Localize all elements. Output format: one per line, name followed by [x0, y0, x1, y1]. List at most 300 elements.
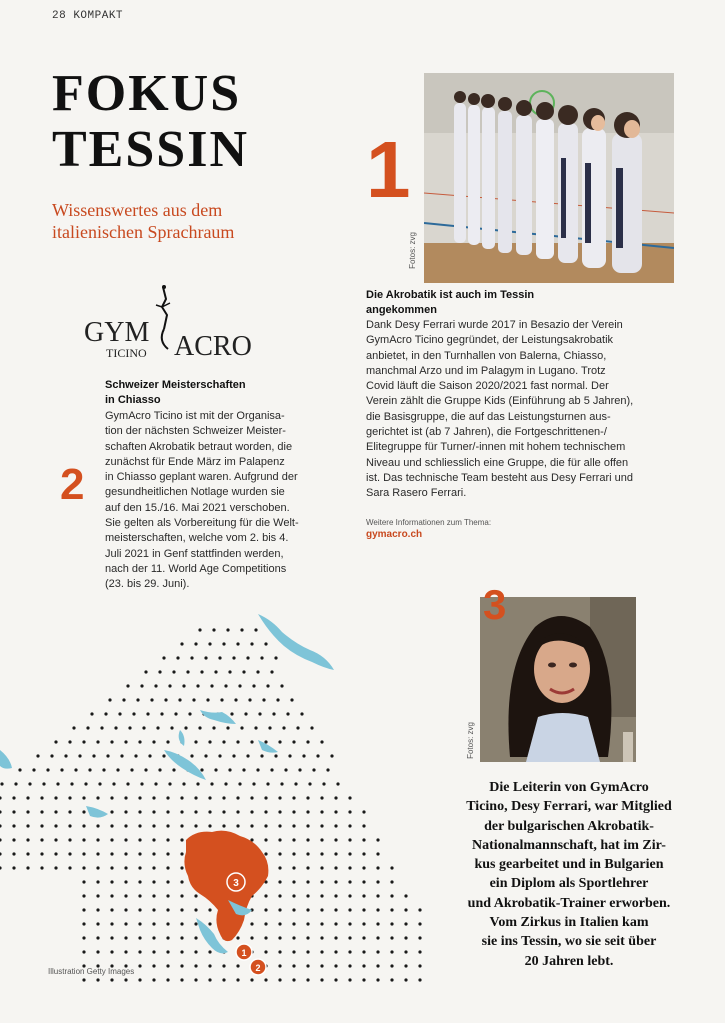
map-dot	[390, 894, 393, 897]
map-dot	[152, 936, 155, 939]
map-dot	[264, 796, 267, 799]
map-dot	[152, 880, 155, 883]
page-title	[52, 66, 249, 178]
map-dot	[180, 964, 183, 967]
map-dot	[184, 726, 187, 729]
map-dot	[32, 768, 35, 771]
caption-line: kus gearbeitet und in Bulgarien	[474, 857, 664, 873]
map-dot	[152, 922, 155, 925]
map-dot	[140, 684, 143, 687]
map-dot	[278, 740, 281, 743]
map-dot	[306, 922, 309, 925]
map-dot	[12, 796, 15, 799]
section-2-body	[105, 409, 305, 593]
text-line: auf den 15./16. Mai 2021 verschoben.	[105, 501, 290, 514]
map-dot	[334, 796, 337, 799]
map-dot	[152, 810, 155, 813]
map-dot	[376, 838, 379, 841]
map-dot	[238, 684, 241, 687]
text-line: anbietet, in den Turnhallen von Balerna, Chiasso,	[366, 349, 607, 362]
map-dot	[150, 698, 153, 701]
map-dot	[204, 754, 207, 757]
map-dot	[306, 740, 309, 743]
section-1-body	[366, 318, 656, 502]
map-dot	[26, 810, 29, 813]
map-dot	[180, 950, 183, 953]
map-dot	[54, 796, 57, 799]
map-dot	[138, 978, 141, 981]
map-dot	[198, 628, 201, 631]
map-dot	[60, 768, 63, 771]
map-dot	[144, 670, 147, 673]
map-marker-2	[250, 959, 266, 975]
map-dot	[54, 824, 57, 827]
map-dot	[0, 824, 2, 827]
map-dot	[390, 936, 393, 939]
map-dot	[162, 656, 165, 659]
map-dot	[418, 978, 421, 981]
map-dot	[194, 950, 197, 953]
subtitle-line-2: italienischen Sprachraum	[52, 222, 235, 242]
section-3-number: 3	[483, 581, 507, 628]
map-dot	[82, 950, 85, 953]
map-dot	[278, 978, 281, 981]
map-dot	[208, 950, 211, 953]
map-dot	[144, 768, 147, 771]
gymacro-logo-graphic	[84, 285, 274, 365]
map-dot	[292, 978, 295, 981]
map-dot	[266, 684, 269, 687]
map-dot	[272, 712, 275, 715]
map-dot	[362, 824, 365, 827]
map-dot	[212, 726, 215, 729]
map-dot	[194, 740, 197, 743]
map-dot	[292, 810, 295, 813]
map-dot	[254, 628, 257, 631]
map-dot	[362, 852, 365, 855]
map-dot	[106, 754, 109, 757]
map-dot	[124, 740, 127, 743]
map-dot	[306, 950, 309, 953]
map-dot	[122, 698, 125, 701]
photo-1-credit: Fotos: zvg	[408, 232, 417, 269]
map-dot	[208, 642, 211, 645]
map-dot	[306, 964, 309, 967]
map-dot	[194, 936, 197, 939]
map-dot	[180, 642, 183, 645]
map-dot	[264, 978, 267, 981]
caption-line: sie ins Tessin, wo sie seit über	[481, 934, 657, 950]
map-dot	[210, 684, 213, 687]
text-line: gerichtet ist (ab 7 Jahren), die Fortgeschrittenen-/	[366, 426, 607, 439]
map-dot	[112, 782, 115, 785]
map-dot	[82, 936, 85, 939]
map-dot	[138, 880, 141, 883]
map-dot	[334, 922, 337, 925]
map-dot	[256, 670, 259, 673]
logo-gym-text: GYM	[84, 317, 150, 348]
map-dot	[250, 642, 253, 645]
map-dot	[74, 768, 77, 771]
map-dot	[334, 908, 337, 911]
map-dot	[246, 754, 249, 757]
map-dot	[278, 894, 281, 897]
map-dot	[124, 936, 127, 939]
map-dot	[334, 852, 337, 855]
map-dot	[320, 922, 323, 925]
map-dot	[108, 698, 111, 701]
map-dot	[124, 978, 127, 981]
map-dot	[180, 922, 183, 925]
map-dot	[96, 838, 99, 841]
map-dot	[250, 922, 253, 925]
map-dot	[270, 670, 273, 673]
map-dot	[154, 684, 157, 687]
map-dot	[82, 796, 85, 799]
map-dot	[278, 936, 281, 939]
section-1-heading-line-1: Die Akrobatik ist auch im Tessin	[366, 289, 535, 301]
logo-acro-text: ACRO	[174, 331, 252, 362]
map-dot	[212, 628, 215, 631]
map-dot	[404, 922, 407, 925]
map-dot	[166, 950, 169, 953]
map-dot	[166, 852, 169, 855]
map-dot	[196, 684, 199, 687]
map-dot	[264, 922, 267, 925]
map-dot	[390, 964, 393, 967]
map-dot	[138, 796, 141, 799]
map-dot	[132, 712, 135, 715]
map-dot	[26, 852, 29, 855]
map-dot	[224, 782, 227, 785]
map-dot	[320, 810, 323, 813]
map-dot	[306, 796, 309, 799]
map-dot	[390, 908, 393, 911]
map-dot	[96, 866, 99, 869]
text-line: Sara Rasero Ferrari.	[366, 487, 467, 500]
map-dot	[110, 866, 113, 869]
map-dot	[246, 656, 249, 659]
map-dot	[166, 880, 169, 883]
map-dot	[0, 796, 2, 799]
map-dot	[166, 894, 169, 897]
map-dot	[228, 768, 231, 771]
map-dot	[320, 740, 323, 743]
map-dot	[208, 740, 211, 743]
map-dot	[96, 922, 99, 925]
map-marker-3-label: 3	[233, 878, 239, 889]
title-line-2: TESSIN	[52, 121, 249, 178]
map-dot	[300, 712, 303, 715]
page-header	[52, 10, 123, 22]
map-dot	[250, 740, 253, 743]
map-dot	[418, 964, 421, 967]
map-dot	[12, 866, 15, 869]
map-dot	[264, 852, 267, 855]
map-dot	[348, 978, 351, 981]
map-dot	[174, 712, 177, 715]
map-dot	[306, 908, 309, 911]
map-dot	[286, 712, 289, 715]
map-dot	[194, 810, 197, 813]
map-dot	[180, 852, 183, 855]
text-line: tion der nächsten Schweizer Meister-	[105, 425, 286, 438]
map-dot	[264, 936, 267, 939]
map-lakes	[0, 614, 334, 818]
map-dot	[236, 796, 239, 799]
map-dot	[306, 936, 309, 939]
text-line: nach der 11. World Age Competitions	[105, 562, 287, 575]
map-dot	[348, 908, 351, 911]
map-dot	[264, 950, 267, 953]
map-dot	[82, 894, 85, 897]
map-dot	[376, 908, 379, 911]
map-dot	[124, 894, 127, 897]
map-dot	[234, 698, 237, 701]
map-dot	[334, 950, 337, 953]
map-dot	[68, 866, 71, 869]
map-dot	[288, 754, 291, 757]
map-dot	[152, 866, 155, 869]
map-dot	[404, 908, 407, 911]
text-line: Niveau und schliesslich eine Gruppe, die für alle offen	[366, 456, 629, 469]
map-dot	[138, 894, 141, 897]
map-dot	[28, 782, 31, 785]
map-dot	[194, 894, 197, 897]
map-dot	[12, 824, 15, 827]
map-dot	[138, 950, 141, 953]
map-dot	[278, 866, 281, 869]
map-dot	[96, 880, 99, 883]
map-dot	[276, 698, 279, 701]
text-line: ist. Das technische Team besteht aus Desy Ferrari und	[366, 471, 633, 484]
map-dot	[160, 712, 163, 715]
map-dot	[404, 894, 407, 897]
map-dot	[110, 950, 113, 953]
map-dot	[166, 796, 169, 799]
map-dot	[166, 978, 169, 981]
map-dot	[320, 796, 323, 799]
map-dot	[40, 866, 43, 869]
map-dot	[110, 908, 113, 911]
map-dot	[82, 810, 85, 813]
map-dot	[278, 964, 281, 967]
map-dot	[418, 950, 421, 953]
map-dot	[278, 922, 281, 925]
map-dot	[110, 922, 113, 925]
map-dot	[96, 824, 99, 827]
map-dot	[40, 810, 43, 813]
map-dot	[222, 796, 225, 799]
map-dot	[264, 838, 267, 841]
map-dot	[180, 796, 183, 799]
map-dot	[124, 950, 127, 953]
map-dot	[376, 950, 379, 953]
map-dot	[296, 726, 299, 729]
map-dot	[114, 726, 117, 729]
map-dot	[200, 768, 203, 771]
map-dot	[278, 880, 281, 883]
map-dot	[138, 922, 141, 925]
map-dot	[222, 642, 225, 645]
map-dot	[292, 894, 295, 897]
map-dot	[264, 642, 267, 645]
map-dot	[194, 642, 197, 645]
map-dot	[320, 936, 323, 939]
caption-line: der bulgarischen Akrobatik-	[484, 818, 654, 834]
map-dot	[348, 880, 351, 883]
map-dot	[236, 936, 239, 939]
map-dot	[290, 698, 293, 701]
map-dot	[348, 838, 351, 841]
map-dot	[168, 782, 171, 785]
map-dot	[232, 656, 235, 659]
map-dot	[376, 936, 379, 939]
map-dot	[306, 880, 309, 883]
gymacro-link[interactable]: gymacro.ch	[366, 529, 423, 540]
map-dot	[362, 936, 365, 939]
map-dot	[292, 908, 295, 911]
map-dot	[220, 698, 223, 701]
map-dot	[278, 810, 281, 813]
map-dot	[110, 894, 113, 897]
map-dot	[124, 838, 127, 841]
map-dot	[54, 810, 57, 813]
map-dot	[214, 670, 217, 673]
map-dot	[126, 782, 129, 785]
map-dot	[248, 698, 251, 701]
map-dot	[18, 768, 21, 771]
map-dot	[196, 782, 199, 785]
map-dot	[68, 852, 71, 855]
map-dot	[258, 712, 261, 715]
section-1-heading-line-2: angekommen	[366, 304, 437, 316]
map-dot	[236, 978, 239, 981]
map-dot	[124, 880, 127, 883]
text-line: GymAcro Ticino gegründet, der Leistungsakrobatik	[366, 334, 614, 347]
map-dot	[306, 838, 309, 841]
map-dot	[84, 782, 87, 785]
map-dot	[282, 726, 285, 729]
map-dot	[334, 838, 337, 841]
map-dot	[262, 698, 265, 701]
map-dot	[180, 978, 183, 981]
map-dot	[182, 782, 185, 785]
caption-line: 20 Jahren lebt.	[524, 953, 614, 969]
map-dot	[260, 754, 263, 757]
map-dot	[322, 782, 325, 785]
map-dot	[68, 796, 71, 799]
gymnasts-illustration	[424, 73, 674, 283]
map-dot	[252, 684, 255, 687]
map-dot	[226, 628, 229, 631]
subtitle-line-1: Wissenswertes aus dem	[52, 200, 223, 220]
map-dot	[264, 824, 267, 827]
map-dot	[236, 810, 239, 813]
map-dot	[138, 964, 141, 967]
map-dot	[320, 824, 323, 827]
map-dot	[166, 866, 169, 869]
map-dot	[124, 796, 127, 799]
map-dot	[40, 838, 43, 841]
text-line: Juli 2021 in Genf stattfinden werden,	[105, 547, 284, 560]
map-dot	[68, 838, 71, 841]
text-line: Verein zählt die Gruppe Kids (Einführung ab 5 Jahren),	[366, 395, 634, 408]
map-dot	[334, 894, 337, 897]
map-dot	[348, 810, 351, 813]
map-dot	[224, 684, 227, 687]
text-line: manchmal Arzo und im Palagym in Lugano. Trotz	[366, 364, 606, 377]
map-dot	[256, 768, 259, 771]
map-dot	[82, 838, 85, 841]
map-dot	[40, 852, 43, 855]
map-dot	[348, 922, 351, 925]
map-credit: Illustration Getty Images	[48, 967, 135, 976]
map-dot	[26, 838, 29, 841]
map-dot	[362, 810, 365, 813]
map-dot	[306, 894, 309, 897]
map-dot	[362, 838, 365, 841]
map-dot	[104, 712, 107, 715]
map-dot	[250, 796, 253, 799]
caption-line: Ticino, Desy Ferrari, war Mitglied	[466, 799, 672, 815]
caption-line: ein Diplom als Sportlehrer	[489, 876, 649, 892]
map-dot	[320, 880, 323, 883]
map-dot	[82, 740, 85, 743]
map-dot	[320, 978, 323, 981]
map-dot	[26, 824, 29, 827]
map-dot	[168, 684, 171, 687]
map-dot	[376, 852, 379, 855]
text-line: meisterschaften, welche vom 2. bis 4.	[105, 532, 289, 545]
map-dot	[138, 824, 141, 827]
text-line: gesundheitlichen Notlage wurden sie	[105, 486, 285, 499]
map-dot	[334, 880, 337, 883]
text-line: (23. bis 29. Juni).	[105, 578, 190, 591]
map-dot	[316, 754, 319, 757]
text-line: zunächst für Ende März im Palapenz	[105, 455, 285, 468]
map-dot	[12, 838, 15, 841]
map-dot	[166, 810, 169, 813]
map-dot	[180, 894, 183, 897]
map-dot	[278, 950, 281, 953]
map-dot	[140, 782, 143, 785]
map-dot	[56, 782, 59, 785]
map-dot	[110, 978, 113, 981]
map-dot	[284, 768, 287, 771]
map-dot	[208, 978, 211, 981]
map-dot	[142, 726, 145, 729]
map-dot	[124, 866, 127, 869]
map-dot	[170, 726, 173, 729]
map-dot	[236, 964, 239, 967]
map-dot	[124, 824, 127, 827]
section-2-heading-line-2: in Chiasso	[105, 394, 161, 406]
map-dot	[50, 754, 53, 757]
map-dot	[88, 768, 91, 771]
map-dot	[320, 866, 323, 869]
map-dot	[166, 824, 169, 827]
map-dot	[320, 950, 323, 953]
ticino-map	[0, 600, 440, 990]
map-dot	[118, 712, 121, 715]
map-dot	[390, 880, 393, 883]
map-dot	[194, 796, 197, 799]
text-line: die Basisgruppe, die auf das Leistungsturnen aus-	[366, 410, 611, 423]
map-dot	[134, 754, 137, 757]
map-dot	[334, 978, 337, 981]
map-dot	[146, 712, 149, 715]
